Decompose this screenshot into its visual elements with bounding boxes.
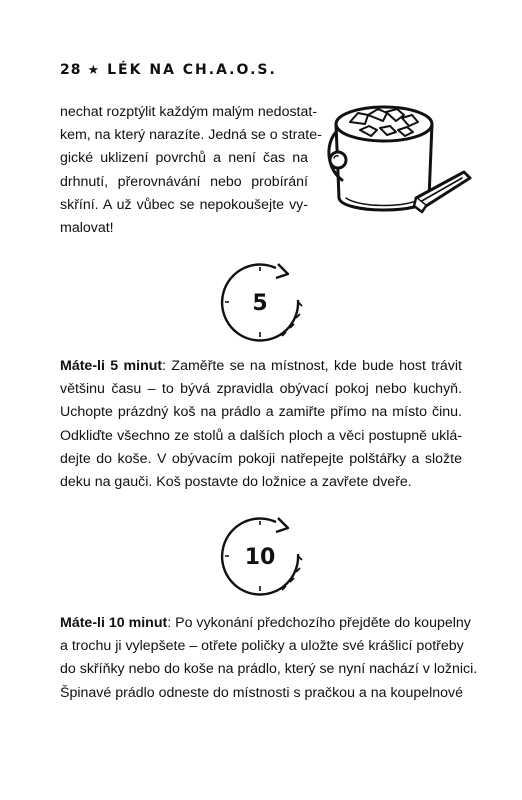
text-line: gické uklizení povrchů a není čas na <box>60 150 308 167</box>
text-rest: : Po vykonání předchozího přejděte do koupelny <box>167 615 471 631</box>
text-line: drhnutí, přerovnávání nebo probírání <box>60 173 308 190</box>
text-line: Špinavé prádlo odneste do místnosti s pračkou a na koupelnové <box>60 684 464 701</box>
running-header <box>60 62 277 78</box>
stopwatch-5-icon <box>216 258 304 346</box>
text-line: kem, na který narazíte. Jedná se o strate- <box>60 127 322 144</box>
text-line: do skříňky nebo do koše na prádlo, který se nyní nachází v ložnici. <box>60 661 478 678</box>
text-line: nechat rozptýlit každým malým nedostat- <box>60 104 318 120</box>
page-number: 28 <box>60 62 82 78</box>
star-icon: ★ <box>87 63 102 78</box>
timer-label: 5 <box>252 291 268 316</box>
section-10-minutes <box>60 612 478 705</box>
lead-label: Máte-li 5 minut <box>60 358 163 374</box>
text-line <box>60 355 462 378</box>
text-line: a trochu ji vylepšete – otřete poličky a uložte své krášlicí potřeby <box>60 638 464 655</box>
text-line: Uchopte prázdný koš na prádlo a zamiřte přímo na místo činu. <box>60 404 462 421</box>
book-title: LÉK NA CH.A.O.S. <box>107 62 277 78</box>
intro-paragraph <box>60 101 322 240</box>
text-line: deku na gauči. Koš postavte do ložnice a zavřete dveře. <box>60 474 412 491</box>
text-line: skříní. A už vůbec se nepokoušejte vy- <box>60 196 308 213</box>
text-line <box>60 612 471 635</box>
timer-label: 10 <box>244 545 276 570</box>
text-line: malovat! <box>60 220 114 237</box>
ice-bucket-icon <box>322 94 472 222</box>
text-line: většinu času – to bývá zpravidla obývací pokoj nebo kuchyň. <box>60 381 462 398</box>
stopwatch-10-icon <box>216 512 304 600</box>
lead-label: Máte-li 10 minut <box>60 615 168 631</box>
text-line: dejte do koše. V obývacím pokoji natřepejte polštářky a složte <box>60 450 462 467</box>
text-rest: : Zaměřte se na místnost, kde bude host trávit <box>162 358 462 374</box>
text-line: Odkliďte všechno ze stolů a dalších ploch a věci postupně uklá- <box>60 427 462 444</box>
section-5-minutes <box>60 355 462 494</box>
